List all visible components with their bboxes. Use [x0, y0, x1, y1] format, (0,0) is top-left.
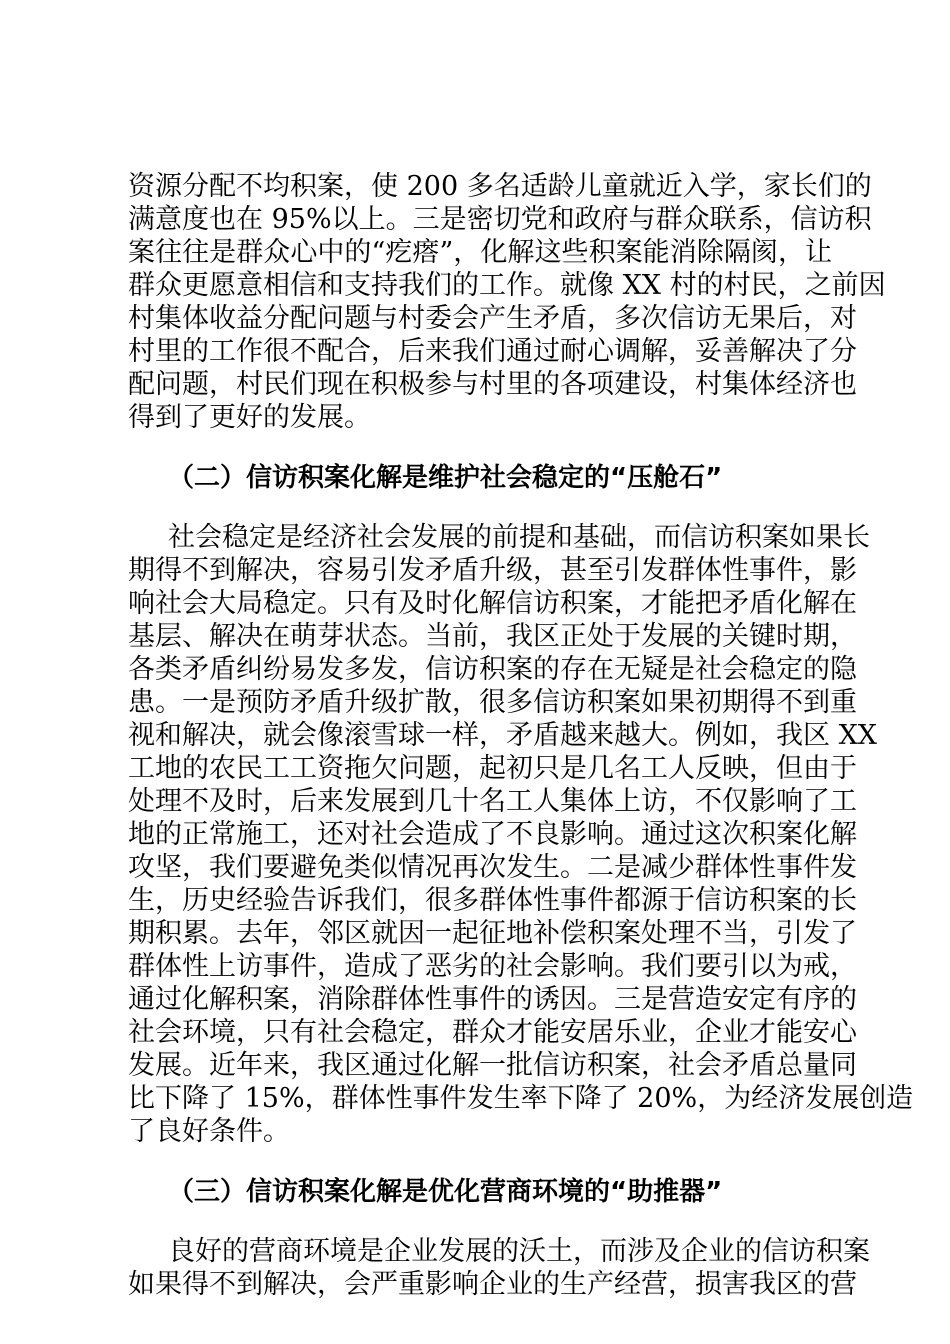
text-line: 期积累。去年，邻区就因一起征地补偿积案处理不当，引发了: [128, 918, 857, 949]
text-line: 得到了更好的发展。: [128, 402, 371, 433]
text-line: 响社会大局稳定。只有及时化解信访积案，才能把矛盾化解在: [128, 588, 857, 619]
text-line: 比下降了 15%，群体性事件发生率下降了 20%，为经济发展创造: [128, 1083, 914, 1114]
text-line: 患。一是预防矛盾升级扩散，很多信访积案如果初期得不到重: [128, 687, 857, 718]
text-line: 处理不及时，后来发展到几十名工人集体上访，不仅影响了工: [128, 786, 857, 817]
text-line: 生，历史经验告诉我们，很多群体性事件都源于信访积案的长: [128, 885, 857, 916]
body-paragraph-1: [128, 170, 886, 434]
text-line: 工地的农民工工资拖欠问题，起初只是几名工人反映，但由于: [128, 753, 857, 784]
text-line: 地的正常施工，还对社会造成了不良影响。通过这次积案化解: [128, 819, 857, 850]
text-line: 社会稳定是经济社会发展的前提和基础，而信访积案如果长: [168, 522, 870, 553]
text-line: 配问题，村民们现在积极参与村里的各项建设，村集体经济也: [128, 369, 857, 400]
body-paragraph-2: [128, 521, 914, 1148]
section-heading-3: （三）信访积案化解是优化营商环境的“助推器”: [168, 1177, 723, 1207]
text-line: 资源分配不均积案，使 200 多名适龄儿童就近入学，家长们的: [128, 171, 872, 202]
text-line: 案往往是群众心中的“疙瘩”，化解这些积案能消除隔阂，让: [128, 237, 832, 268]
text-line: 发展。近年来，我区通过化解一批信访积案，社会矛盾总量同: [128, 1050, 857, 1081]
text-line: 视和解决，就会像滚雪球一样，矛盾越来越大。例如，我区 XX: [128, 720, 878, 751]
text-line: 村集体收益分配问题与村委会产生矛盾，多次信访无果后，对: [128, 303, 857, 334]
text-line: 通过化解积案，消除群体性事件的诱因。三是营造安定有序的: [128, 984, 857, 1015]
text-line: 基层、解决在萌芽状态。当前，我区正处于发展的关键时期，: [128, 621, 857, 652]
text-line: 各类矛盾纠纷易发多发，信访积案的存在无疑是社会稳定的隐: [128, 654, 857, 685]
text-line: 村里的工作很不配合，后来我们通过耐心调解，妥善解决了分: [128, 336, 857, 367]
text-line: 良好的营商环境是企业发展的沃土，而涉及企业的信访积案: [168, 1236, 870, 1267]
text-line: 满意度也在 95%以上。三是密切党和政府与群众联系，信访积: [128, 204, 872, 235]
text-line: 群体性上访事件，造成了恶劣的社会影响。我们要引以为戒，: [128, 951, 857, 982]
text-line: 了良好条件。: [128, 1116, 290, 1147]
document-page: [128, 170, 914, 1301]
text-line: 攻坚，我们要避免类似情况再次发生。二是减少群体性事件发: [128, 852, 857, 883]
section-heading-2: （二）信访积案化解是维护社会稳定的“压舱石”: [168, 463, 723, 493]
text-line: 社会环境，只有社会稳定，群众才能安居乐业，企业才能安心: [128, 1017, 857, 1048]
text-line: 群众更愿意相信和支持我们的工作。就像 XX 村的村民，之前因: [128, 270, 886, 301]
text-line: 如果得不到解决，会严重影响企业的生产经营，损害我区的营: [128, 1269, 857, 1300]
text-line: 期得不到解决，容易引发矛盾升级，甚至引发群体性事件，影: [128, 555, 857, 586]
body-paragraph-3: [128, 1235, 870, 1301]
